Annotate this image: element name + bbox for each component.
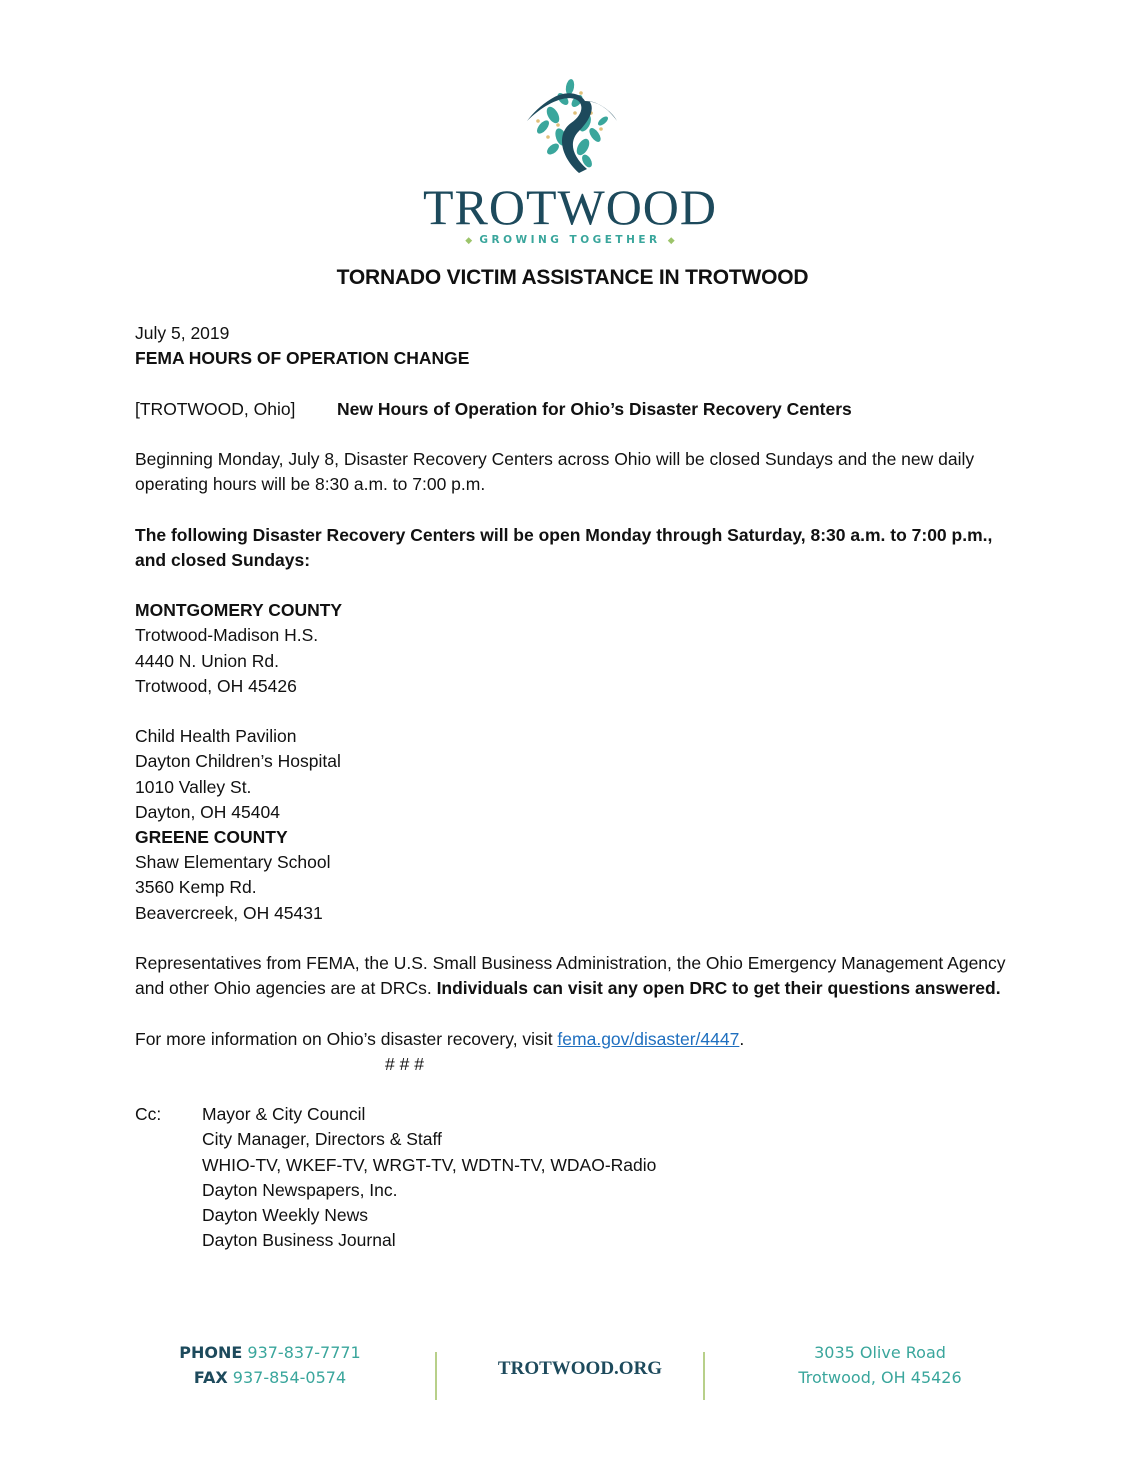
address-line: Dayton Children’s Hospital [135, 751, 341, 772]
logo-wordmark: TROTWOOD [422, 179, 718, 235]
footer-contact [130, 1340, 410, 1390]
footer-divider [435, 1352, 437, 1400]
dateline-headline: New Hours of Operation for Ohio’s Disaster Recovery Centers [337, 398, 852, 419]
logo-tagline [380, 234, 760, 246]
footer-website: TROTWOOD.ORG [497, 1358, 663, 1379]
dateline-location: [TROTWOOD, Ohio] [135, 398, 296, 419]
address-line-1: 3035 Olive Road [814, 1343, 946, 1362]
release-subject: FEMA HOURS OF OPERATION CHANGE [135, 348, 470, 369]
county-greene [135, 825, 1015, 926]
address-line: Shaw Elementary School [135, 852, 331, 873]
cc-recipient: Mayor & City Council [202, 1104, 366, 1125]
trotwood-logo [380, 40, 760, 255]
county-montgomery [135, 598, 1015, 825]
address-line: 3560 Kemp Rd. [135, 877, 257, 898]
address-line: 1010 Valley St. [135, 776, 252, 797]
address-line: Child Health Pavilion [135, 726, 297, 747]
cc-recipient: City Manager, Directors & Staff [202, 1129, 442, 1150]
cc-recipient: WHIO-TV, WKEF-TV, WRGT-TV, WDTN-TV, WDAO-Radio [202, 1154, 657, 1175]
representatives-paragraph [135, 951, 1015, 1001]
address-line-2: Trotwood, OH 45426 [798, 1368, 962, 1387]
release-date: July 5, 2019 [135, 323, 230, 343]
county-name: MONTGOMERY COUNTY [135, 600, 343, 621]
representatives-emphasis: Individuals can visit any open DRC to get their questions answered. [436, 978, 1001, 999]
cc-recipients [202, 1102, 656, 1253]
end-mark: # # # [385, 1053, 424, 1074]
cc-recipient: Dayton Business Journal [202, 1230, 396, 1251]
cc-recipient: Dayton Weekly News [202, 1204, 368, 1225]
county-name: GREENE COUNTY [135, 826, 288, 847]
center-address [135, 623, 1015, 699]
representatives-text: Representatives from FEMA, the U.S. Small Business Administration, the Ohio Emergency Management Agency and other Ohio agencies are at DRCs. [135, 952, 1006, 999]
intro-paragraph: Beginning Monday, July 8, Disaster Recovery Centers across Ohio will be closed Sundays and the new daily operating hours will be 8:30 a.m. to 7:00 p.m. [135, 448, 975, 495]
center-address [135, 724, 1015, 825]
address-line: Trotwood-Madison H.S. [135, 625, 319, 646]
letterhead-footer [130, 1320, 1010, 1420]
fax-number: 937-854-0574 [232, 1368, 347, 1387]
address-line: Beavercreek, OH 45431 [135, 902, 323, 923]
more-info-text: For more information on Ohio’s disaster recovery, visit [135, 1028, 558, 1049]
phone-label: PHONE [179, 1343, 243, 1362]
more-info-paragraph [135, 1027, 1015, 1052]
fema-disaster-link[interactable]: fema.gov/disaster/4447 [557, 1028, 740, 1049]
center-address [135, 850, 1015, 926]
cc-label: Cc: [135, 1104, 162, 1125]
address-line: Dayton, OH 45404 [135, 801, 280, 822]
diamond-icon: ◆ [667, 236, 675, 246]
tagline-text: GROWING TOGETHER [479, 234, 661, 246]
fax-label: FAX [193, 1368, 228, 1387]
footer-divider [703, 1352, 705, 1400]
cc-block [135, 1102, 1015, 1253]
cc-recipient: Dayton Newspapers, Inc. [202, 1179, 398, 1200]
tree-emblem-icon [513, 65, 627, 179]
phone-number: 937-837-7771 [247, 1343, 361, 1362]
page-title: TORNADO VICTIM ASSISTANCE IN TROTWOOD [336, 266, 809, 289]
press-release-body [135, 321, 1015, 1253]
diamond-icon: ◆ [465, 236, 473, 246]
footer-address [750, 1340, 1010, 1390]
more-info-period: . [739, 1028, 745, 1049]
address-line: 4440 N. Union Rd. [135, 650, 279, 671]
schedule-note: The following Disaster Recovery Centers will be open Monday through Saturday, 8:30 a.m. to 7:00 p.m., and closed Sundays: [135, 524, 993, 570]
address-line: Trotwood, OH 45426 [135, 675, 297, 696]
dateline [135, 397, 1015, 422]
